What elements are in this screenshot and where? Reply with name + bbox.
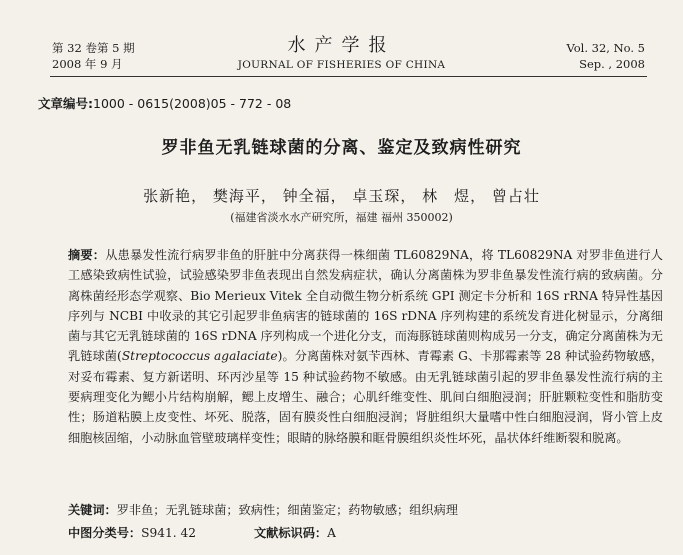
clc-label: 中图分类号： — [68, 526, 142, 540]
journal-name-en: JOURNAL OF FISHERIES OF CHINA — [237, 59, 446, 71]
abstract-label: 摘要： — [68, 248, 106, 262]
keywords — [68, 501, 668, 518]
abstract-text-1: 从患暴发性流行病罗非鱼的肝脏中分离获得一株细菌 TL60829NA，将 TL60829NA 对罗非鱼进行人工感染致病性试验，试验感染罗非鱼表现出自然发病症状，确认分离菌株为罗非鱼暴发性流行病的致病菌。分离株菌经形态学观察、Bio Merieux Vitek 全自动微生物分析系统 GPI 测定卡分析和 16S rRNA 特异性基因序列与 NCBI 中收录的其它引起罗非鱼病害的链球菌的 16S rDNA 序列构建的系统发育进化树显示，分离细菌与其它无乳链球菌的 16S rDNA 序列构成一个进化分支，而海豚链球菌则构成另一分支，确定分离菌株为无乳链球菌( — [68, 248, 663, 364]
article-number-value: 1000 - 0615(2008)05 - 772 - 08 — [93, 96, 292, 111]
clc-value: S941. 42 — [141, 526, 196, 540]
journal-issue-en — [566, 40, 645, 72]
date-en: Sep. , 2008 — [579, 57, 645, 71]
keywords-text: 罗非鱼；无乳链球菌；致病性；细菌鉴定；药物敏感；组织病理 — [116, 503, 458, 517]
paper-title: 罗非鱼无乳链球菌的分离、鉴定及致病性研究 — [161, 138, 522, 158]
journal-name-cn: 水产学报 — [287, 35, 396, 56]
author-list: 张新艳， 樊海平， 钟全福， 卓玉琛， 林 煜， 曾占壮 — [143, 187, 540, 205]
article-number-label: 文章编号: — [38, 96, 93, 111]
keywords-label: 关键词： — [68, 503, 117, 517]
abstract — [68, 245, 663, 448]
abstract-text-2: )。分离菌株对氨苄西林、青霉素 G、卡那霉素等 28 种试验药物敏感，对妥布霉素、复方新诺明、环丙沙星等 15 种试验药物不敏感。由无乳链球菌引起的罗非鱼暴发性流行病的主要病理变化为鳃小片结构崩解，鳃上皮增生、融合；心肌纤维变性、肌间白细胞浸润；肝脏颗粒变性和脂肪变性；肠道粘膜上皮变性、坏死、脱落，固有膜炎性白细胞浸润；肾脏组织大量嗜中性白细胞浸润，肾小管上皮细胞核固缩，小动脉血管壁玻璃样变性；眼睛的脉络膜和眶骨膜组织炎性坏死，晶状体纤维断裂和脱离。 — [68, 349, 663, 445]
classification-line — [68, 524, 336, 541]
header-rule — [50, 76, 647, 77]
species-name: Streptococcus agalaciate — [121, 349, 278, 364]
volume-issue-cn: 第 32 卷第 5 期 — [52, 41, 135, 55]
date-cn: 2008 年 9 月 — [52, 57, 123, 71]
volume-issue-en: Vol. 32, No. 5 — [566, 41, 645, 55]
article-number — [38, 94, 291, 112]
doc-code-value: A — [327, 526, 336, 540]
doc-code-label: 文献标识码： — [254, 526, 328, 540]
affiliation: (福建省淡水水产研究所，福建 福州 350002) — [230, 211, 453, 224]
